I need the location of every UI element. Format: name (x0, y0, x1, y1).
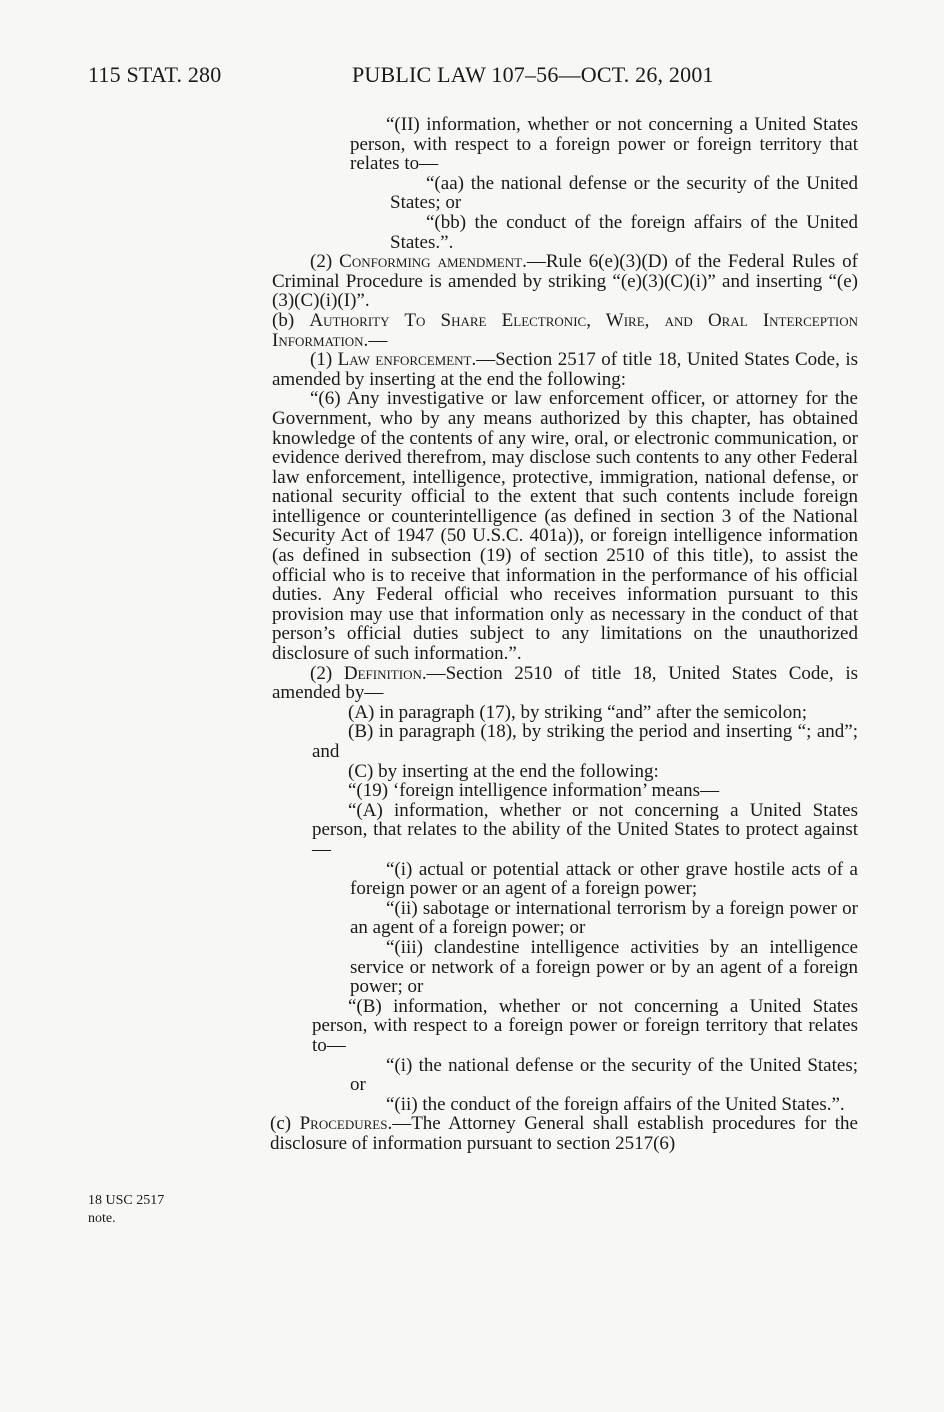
definition-b-information: “(B) information, whether or not concerning a United States person, with respect to a foreign power or foreign territory that relates to— (312, 995, 858, 1056)
subsection-b-heading: (b) Authority To Share Electronic, Wire, and Oral Interception Information.— (272, 309, 858, 351)
paragraph-law-enforcement: (1) Law enforcement.—Section 2517 of title 18, United States Code, is amended by inserting at the end the following: (272, 349, 858, 390)
paragraph-bb-foreign-affairs: “(bb) the conduct of the foreign affairs of the United States.”. (390, 211, 858, 253)
definition-b-i-national-defense: “(i) the national defense or the security of the United States; or (350, 1054, 858, 1096)
definition-a-i-attack: “(i) actual or potential attack or other grave hostile acts of a foreign power or an agent of a foreign power; (350, 858, 858, 900)
margin-note-usc-citation: 18 USC 2517 note. (88, 1193, 165, 1226)
definition-a-iii-clandestine: “(iii) clandestine intelligence activities by an intelligence service or network of a foreign power or by an agent of a foreign power; or (350, 936, 858, 998)
definition-19-heading: “(19) ‘foreign intelligence information’ means— (348, 780, 720, 802)
paragraph-aa-national-defense: “(aa) the national defense or the security of the United States; or (390, 172, 858, 214)
definition-a-ii-sabotage: “(ii) sabotage or international terrorism by a foreign power or an agent of a foreign power; or (350, 897, 858, 939)
page-stat-number: 115 STAT. 280 (88, 62, 222, 87)
running-header: PUBLIC LAW 107–56—OCT. 26, 2001 (352, 62, 714, 87)
statute-body (272, 115, 858, 1153)
paragraph-conforming-amendment: (2) Conforming amendment.—Rule 6(e)(3)(D) of the Federal Rules of Criminal Procedure is amended by striking “(e)(3)(C)(i)” and inserting “(e)(3)(C)(i)(I)”. (272, 251, 858, 312)
clause-c-inserting: (C) by inserting at the end the following: (348, 760, 659, 782)
clause-a-paragraph-17: (A) in paragraph (17), by striking “and” after the semicolon; (348, 701, 808, 723)
paragraph-definition: (2) Definition.—Section 2510 of title 18, United States Code, is amended by— (272, 662, 858, 704)
definition-a-information: “(A) information, whether or not concerning a United States person, that relates to the ability of the United States to protect against— (312, 799, 858, 860)
paragraph-ii-information: “(II) information, whether or not concerning a United States person, with respect to a foreign power or foreign territory that relates to— (350, 114, 858, 175)
clause-b-paragraph-18: (B) in paragraph (18), by striking the period and inserting “; and”; and (312, 721, 858, 762)
quoted-section-2517-6: “(6) Any investigative or law enforcement officer, or attorney for the Government, who by any means authorized by this chapter, has obtained knowledge of the contents of any wire, oral, or electronic communication, or evidence derived therefrom, may disclose such contents to any other Federal law enforcement, intelligence, protective, immigration, national defense, or national security official to the extent that such contents include foreign intelligence or counterintelligence (as defined in section 3 of the National Security Act of 1947 (50 U.S.C. 401a)), or foreign intelligence information (as defined in subsection (19) of section 2510 of this title), to assist the official who is to receive that information in the performance of his official duties. Any Federal official who receives information pursuant to this provision may use that information only as necessary in the conduct of that person’s official duties subject to any limitations on the unauthorized disclosure of such information.”. (272, 388, 858, 665)
subsection-c-procedures: (c) Procedures.—The Attorney General shall establish procedures for the disclosure of information pursuant to section 2517(6) (270, 1113, 858, 1154)
definition-b-ii-foreign-affairs: “(ii) the conduct of the foreign affairs of the United States.”. (386, 1093, 845, 1115)
